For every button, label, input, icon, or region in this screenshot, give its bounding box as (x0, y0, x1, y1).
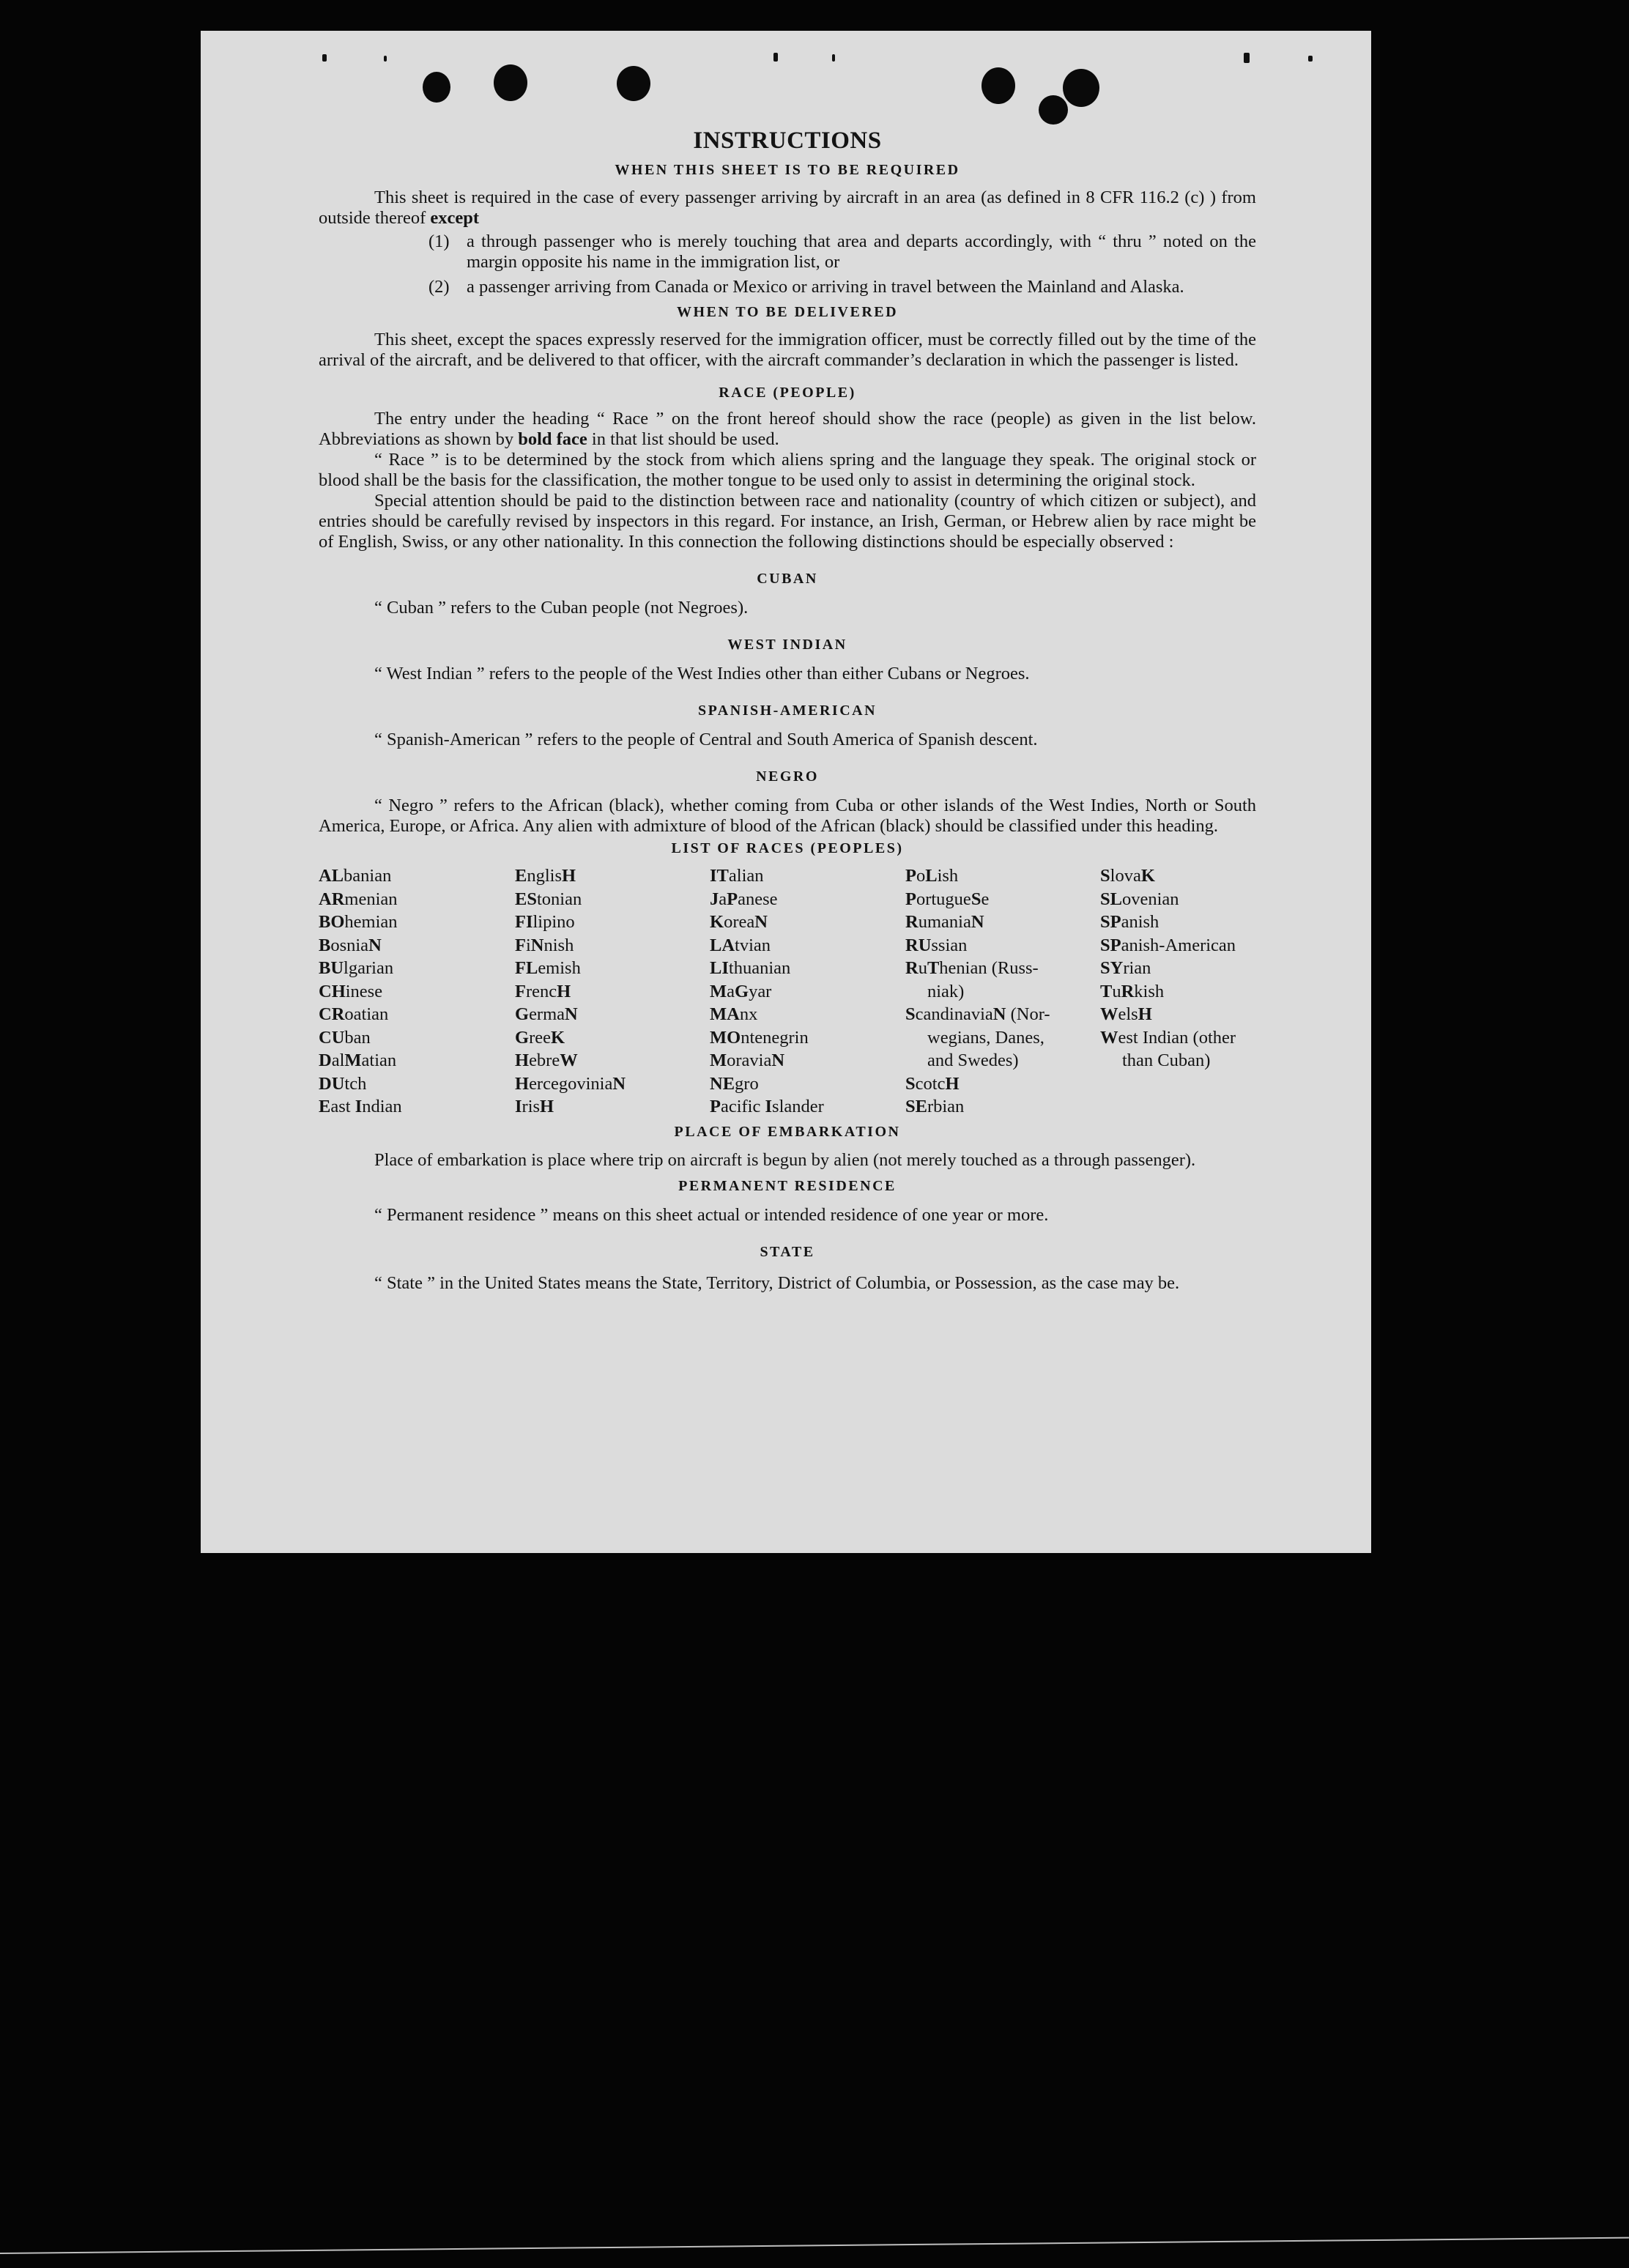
document-sheet (201, 31, 1371, 1553)
race-abbrev: FI (515, 912, 533, 932)
cuban-text: “ Cuban ” refers to the Cuban people (not Negroes). (374, 598, 749, 618)
race-abbrev: H (557, 981, 571, 1001)
race-abbrev: I (515, 1097, 522, 1116)
race-entry (319, 1049, 515, 1072)
race-text: lgarian (344, 958, 394, 978)
race-entry (1100, 1026, 1256, 1050)
race-entry (319, 934, 515, 957)
race-text: osnia (330, 935, 369, 955)
race-abbrev: CH (319, 981, 346, 1001)
race-p1-text: The entry under the heading “ Race ” on the front hereof should show the race (people) as given in the list below. Abbreviations as shown by (319, 409, 1256, 449)
race-text: o (916, 866, 926, 886)
race-abbrev: K (550, 1027, 565, 1048)
race-text: lipino (533, 912, 575, 932)
race-text: lova (1110, 866, 1141, 886)
section-title-cuban: CUBAN (757, 571, 818, 587)
race-text: hemian (344, 912, 398, 932)
race-abbrev: H (1138, 1004, 1152, 1024)
race-text: anese (738, 889, 778, 909)
race-entry (515, 1003, 710, 1026)
race-text: and Swedes) (927, 1050, 1019, 1070)
race-entry (710, 980, 905, 1004)
race-entry (319, 1095, 515, 1119)
race-text: u (1112, 981, 1121, 1001)
race-abbrev: E (515, 866, 527, 886)
race-entry (905, 1049, 1100, 1072)
race-entry (319, 888, 515, 911)
race-entry (710, 934, 905, 957)
section-title-west-indian: WEST INDIAN (727, 637, 847, 653)
race-text: thuanian (728, 958, 791, 978)
race-text: ortugue (916, 889, 971, 909)
race-entry (1100, 980, 1256, 1004)
race-text: ntenegrin (741, 1027, 809, 1048)
race-entry (710, 911, 905, 934)
paper-mark (1308, 56, 1313, 62)
race-text: els (1118, 1004, 1138, 1024)
race-entry (515, 957, 710, 980)
item-text: a through passenger who is merely touching that area and departs accordingly, with “ thru ” noted on the margin opposite his name in the immigration list, or (467, 231, 1256, 272)
race-text: oatian (344, 1004, 389, 1024)
item-text: a passenger arriving from Canada or Mexico or arriving in travel between the Mainland and Alaska. (467, 277, 1184, 297)
race-entry (319, 1026, 515, 1050)
race-text: ebre (529, 1050, 560, 1070)
race-text: rian (1123, 958, 1151, 978)
race-abbrev: MO (710, 1027, 741, 1048)
race-abbrev: AR (319, 889, 345, 909)
race-text: alian (728, 866, 764, 886)
race-text: orea (724, 912, 755, 932)
state-text: “ State ” in the United States means the State, Territory, District of Columbia, or Possession, as the case may be. (374, 1272, 1180, 1293)
race-abbrev: SP (1100, 912, 1121, 932)
item-number: (1) (428, 231, 450, 251)
race-text: menian (344, 889, 398, 909)
race-text: anish (1121, 912, 1159, 932)
paper-mark (832, 54, 835, 62)
instructions-content (319, 126, 1256, 1296)
race-entry (319, 1072, 515, 1096)
race-entry (515, 911, 710, 934)
race-abbrev: S (971, 889, 982, 909)
race-text: i (525, 935, 531, 955)
race-text: ovenian (1121, 889, 1179, 909)
section-title-negro: NEGRO (756, 768, 819, 785)
race-abbrev: SL (1100, 889, 1122, 909)
race-abbrev: AL (319, 866, 344, 886)
race-entry (710, 1072, 905, 1096)
delivered-text: This sheet, except the spaces expressly reserved for the immigration officer, must be correctly filled out by the time of the arrival of the aircraft, and be delivered to that officer, with the aircraft commander’s declaration in which the passenger is listed. (319, 330, 1256, 370)
race-entry (905, 1095, 1100, 1119)
race-text: slander (772, 1097, 824, 1116)
paper-mark (322, 54, 327, 62)
race-entry (319, 980, 515, 1004)
embarkation-text: Place of embarkation is place where trip on aircraft is begun by alien (not merely touched as a through passenger). (374, 1149, 1196, 1170)
race-entry (905, 957, 1100, 980)
race-text: yar (749, 981, 772, 1001)
spanish-american-text: “ Spanish-American ” refers to the people of Central and South America of Spanish descent. (374, 730, 1038, 749)
race-abbrev: G (515, 1004, 530, 1024)
paper-mark (773, 53, 778, 62)
race-entry (710, 1026, 905, 1050)
race-text: ris (522, 1097, 541, 1116)
race-entry (515, 980, 710, 1004)
race-abbrev: MA (710, 1004, 740, 1024)
race-text: henian (Russ- (939, 958, 1039, 978)
race-abbrev: M (710, 1050, 727, 1070)
race-abbrev: BO (319, 912, 345, 932)
race-text: kish (1134, 981, 1165, 1001)
race-text: acific (720, 1097, 765, 1116)
section-title-race: RACE (PEOPLE) (719, 385, 856, 401)
paper-mark (1244, 53, 1250, 63)
section-title-spanish-american: SPANISH-AMERICAN (697, 703, 877, 719)
race-abbrev: F (515, 935, 526, 955)
race-abbrev: S (905, 1073, 916, 1094)
race-abbrev: K (1140, 866, 1155, 886)
race-text: (Nor- (1006, 1004, 1050, 1024)
race-text: tch (344, 1073, 367, 1094)
negro-text: “ Negro ” refers to the African (black), whether coming from Cuba or other islands of the West Indies, North or South America, Europe, or Africa. Any alien with admixture of blood of the African (black) should be classified under this heading. (319, 796, 1256, 836)
race-abbrev: W (1100, 1027, 1118, 1048)
race-abbrev: N (971, 912, 984, 932)
race-abbrev: E (319, 1097, 331, 1116)
race-abbrev: G (735, 981, 749, 1001)
paper-mark (384, 56, 387, 62)
race-abbrev: K (710, 912, 724, 932)
race-abbrev: CR (319, 1004, 345, 1024)
race-abbrev: D (319, 1050, 332, 1070)
race-text: nx (739, 1004, 758, 1024)
required-intro-except: except (430, 208, 480, 228)
race-entry (905, 1072, 1100, 1096)
race-text: e (981, 889, 990, 909)
race-text: nglis (527, 866, 562, 886)
race-abbrev: H (515, 1050, 530, 1070)
race-text: wegians, Danes, (927, 1027, 1044, 1048)
race-text: renc (525, 981, 557, 1001)
race-entry (905, 888, 1100, 911)
race-text: gro (735, 1073, 759, 1094)
race-abbrev: FL (515, 958, 538, 978)
race-entry (515, 864, 710, 888)
race-text: candinavia (915, 1004, 993, 1024)
race-abbrev: RU (905, 935, 932, 955)
race-text: est Indian (other (1118, 1027, 1236, 1048)
race-entry (1100, 888, 1256, 911)
race-text: nish (543, 935, 574, 955)
section-title-embarkation: PLACE OF EMBARKATION (674, 1123, 901, 1140)
race-text: erma (529, 1004, 565, 1024)
race-abbrev: W (560, 1050, 578, 1070)
section-title-list-of-races: LIST OF RACES (PEOPLES) (671, 840, 904, 856)
race-abbrev: R (1121, 981, 1135, 1001)
punch-hole (494, 64, 527, 101)
race-paragraph-3: Special attention should be paid to the distinction between race and nationality (country of which citizen or subject), and entries should be carefully revised by inspectors in this regard. For instance, an Irish, German, or Hebrew alien by race might be of English, Swiss, or any other nationality. In this connection the following distinctions should be especially observed : (319, 491, 1256, 552)
race-text: ndian (362, 1097, 402, 1116)
section-title-state: STATE (760, 1243, 815, 1260)
race-text: umania (918, 912, 971, 932)
race-abbrev: LI (710, 958, 729, 978)
film-scratch-line (0, 2237, 1629, 2254)
race-entry (515, 934, 710, 957)
race-empty-cell (1100, 1072, 1256, 1096)
race-abbrev: P (727, 889, 738, 909)
race-abbrev: N (612, 1073, 626, 1094)
race-abbrev: H (945, 1073, 960, 1094)
race-entry (710, 957, 905, 980)
race-abbrev: I (355, 1097, 363, 1116)
race-abbrev: R (905, 912, 919, 932)
punch-hole (1063, 69, 1099, 107)
race-entry (905, 1003, 1100, 1026)
race-abbrev: S (1100, 866, 1110, 886)
races-list (319, 864, 1256, 1119)
punch-hole (423, 72, 450, 103)
race-text: inese (345, 981, 383, 1001)
race-abbrev: T (1100, 981, 1113, 1001)
race-abbrev: S (905, 1004, 916, 1024)
race-abbrev: H (540, 1097, 554, 1116)
race-abbrev: LA (710, 935, 735, 955)
race-text: a (727, 981, 735, 1001)
race-text: anish-American (1121, 935, 1236, 955)
race-abbrev: N (992, 1004, 1006, 1024)
punch-hole (617, 66, 650, 101)
race-entry (515, 1095, 710, 1119)
race-abbrev: H (515, 1073, 530, 1094)
race-text: atian (361, 1050, 397, 1070)
race-empty-cell (1100, 1095, 1256, 1119)
race-abbrev: M (710, 981, 727, 1001)
race-text: emish (538, 958, 581, 978)
race-abbrev: N (368, 935, 382, 955)
race-abbrev: P (905, 866, 916, 886)
race-entry (905, 1026, 1100, 1050)
race-p1-bold: bold face (518, 429, 587, 449)
required-intro (319, 188, 1256, 229)
race-abbrev: R (905, 958, 919, 978)
race-entry (1100, 1003, 1256, 1026)
race-entry (319, 957, 515, 980)
race-entry (1100, 864, 1256, 888)
race-text: ree (529, 1027, 551, 1048)
race-abbrev: DU (319, 1073, 345, 1094)
race-text: tvian (735, 935, 771, 955)
item-number: (2) (428, 277, 450, 297)
race-entry (515, 1072, 710, 1096)
race-abbrev: J (710, 889, 719, 909)
race-text: banian (344, 866, 392, 886)
section-title-residence: PERMANENT RESIDENCE (678, 1177, 897, 1194)
race-text: ssian (931, 935, 968, 955)
race-abbrev: B (319, 935, 331, 955)
race-abbrev: ES (515, 889, 537, 909)
race-abbrev: H (562, 866, 576, 886)
punch-hole (1039, 95, 1068, 125)
race-text: tonian (536, 889, 582, 909)
race-entry (1100, 934, 1256, 957)
race-abbrev: F (515, 981, 526, 1001)
page-title: INSTRUCTIONS (693, 127, 882, 154)
race-abbrev: CU (319, 1027, 345, 1048)
race-text: al (331, 1050, 345, 1070)
race-abbrev: I (765, 1097, 773, 1116)
race-entry (515, 888, 710, 911)
race-abbrev: IT (710, 866, 729, 886)
race-entry (710, 864, 905, 888)
race-entry (905, 911, 1100, 934)
race-text: niak) (927, 981, 965, 1001)
race-text: ast (330, 1097, 355, 1116)
residence-text: “ Permanent residence ” means on this sheet actual or intended residence of one year or more. (374, 1204, 1049, 1225)
race-entry (1100, 957, 1256, 980)
race-text: rbian (927, 1097, 965, 1116)
race-entry (905, 864, 1100, 888)
race-entry (905, 980, 1100, 1004)
race-abbrev: N (754, 912, 768, 932)
race-text: ercegovinia (529, 1073, 613, 1094)
race-abbrev: G (515, 1027, 530, 1048)
race-text: a (719, 889, 727, 909)
race-entry (710, 1095, 905, 1119)
race-entry (1100, 911, 1256, 934)
section-title-delivered: WHEN TO BE DELIVERED (676, 304, 899, 320)
required-item-1 (428, 231, 1256, 273)
race-abbrev: M (344, 1050, 362, 1070)
race-paragraph-1 (319, 409, 1256, 450)
race-entry (319, 1003, 515, 1026)
west-indian-text: “ West Indian ” refers to the people of the West Indies other than either Cubans or Negroes. (374, 664, 1030, 683)
race-entry (710, 888, 905, 911)
race-entry (1100, 1049, 1256, 1072)
race-abbrev: P (710, 1097, 721, 1116)
race-p1-text-end: in that list should be used. (591, 429, 779, 449)
race-text: ban (344, 1027, 371, 1048)
race-text: cotc (915, 1073, 946, 1094)
race-abbrev: SP (1100, 935, 1121, 955)
race-abbrev: T (927, 958, 940, 978)
race-abbrev: SE (905, 1097, 927, 1116)
race-abbrev: N (530, 935, 544, 955)
race-paragraph-2: “ Race ” is to be determined by the stock from which aliens spring and the language they speak. The original stock or blood shall be the basis for the classification, the mother tongue to be used only to assist in determining the original stock. (319, 450, 1256, 490)
race-entry (905, 934, 1100, 957)
required-intro-text: This sheet is required in the case of every passenger arriving by aircraft in an area (as defined in 8 CFR 116.2 (c) ) from outside thereof (319, 188, 1256, 228)
race-abbrev: NE (710, 1073, 735, 1094)
race-abbrev: L (925, 866, 938, 886)
race-entry (710, 1049, 905, 1072)
section-title-required: WHEN THIS SHEET IS TO BE REQUIRED (615, 162, 960, 178)
race-text: ish (937, 866, 959, 886)
race-abbrev: P (905, 889, 916, 909)
required-item-2 (428, 277, 1256, 297)
race-entry (319, 911, 515, 934)
race-text: u (918, 958, 927, 978)
race-entry (319, 864, 515, 888)
race-abbrev: N (771, 1050, 785, 1070)
race-abbrev: W (1100, 1004, 1118, 1024)
race-text: oravia (727, 1050, 772, 1070)
race-entry (515, 1049, 710, 1072)
punch-hole (982, 67, 1015, 104)
race-abbrev: BU (319, 958, 344, 978)
race-entry (710, 1003, 905, 1026)
race-abbrev: N (565, 1004, 578, 1024)
race-text: than Cuban) (1122, 1050, 1211, 1070)
race-entry (515, 1026, 710, 1050)
race-abbrev: SY (1100, 958, 1124, 978)
